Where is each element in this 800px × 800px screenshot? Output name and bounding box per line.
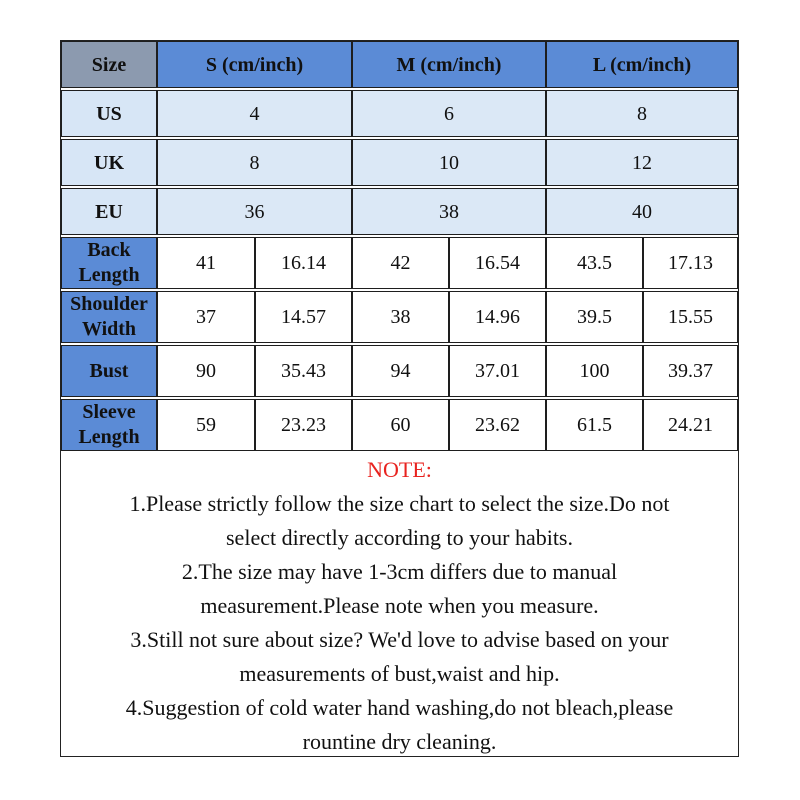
bust-m-inch: 37.01 bbox=[449, 345, 546, 397]
us-size-s: 4 bbox=[157, 90, 352, 137]
back-length-s-cm: 41 bbox=[157, 237, 255, 289]
note-line: rountine dry cleaning. bbox=[302, 729, 497, 754]
back-length-m-cm: 42 bbox=[352, 237, 449, 289]
row-label-sleeve-length: Sleeve Length bbox=[61, 399, 157, 451]
shoulder-width-m-cm: 38 bbox=[352, 291, 449, 343]
header-size-s: S (cm/inch) bbox=[157, 41, 352, 88]
uk-size-l: 12 bbox=[546, 139, 738, 186]
row-label-shoulder-width: Shoulder Width bbox=[61, 291, 157, 343]
uk-size-s: 8 bbox=[157, 139, 352, 186]
row-label-uk: UK bbox=[61, 139, 157, 186]
note-line: select directly according to your habits. bbox=[226, 525, 573, 550]
shoulder-width-l-cm: 39.5 bbox=[546, 291, 643, 343]
header-size-l: L (cm/inch) bbox=[546, 41, 738, 88]
back-length-m-inch: 16.54 bbox=[449, 237, 546, 289]
note-line: measurement.Please note when you measure. bbox=[200, 593, 599, 618]
row-label-bust: Bust bbox=[61, 345, 157, 397]
note-line: 4.Suggestion of cold water hand washing,do not bleach,please bbox=[125, 695, 674, 720]
size-chart bbox=[60, 40, 739, 757]
bust-s-cm: 90 bbox=[157, 345, 255, 397]
back-length-s-inch: 16.14 bbox=[255, 237, 352, 289]
eu-size-s: 36 bbox=[157, 188, 352, 235]
eu-size-m: 38 bbox=[352, 188, 546, 235]
bust-m-cm: 94 bbox=[352, 345, 449, 397]
note-line: 1.Please strictly follow the size chart to select the size.Do not bbox=[129, 491, 670, 516]
us-size-m: 6 bbox=[352, 90, 546, 137]
us-size-l: 8 bbox=[546, 90, 738, 137]
note-line: 2.The size may have 1-3cm differs due to manual bbox=[181, 559, 618, 584]
header-corner: Size bbox=[61, 41, 157, 88]
note-title: NOTE: bbox=[367, 457, 432, 482]
bust-l-cm: 100 bbox=[546, 345, 643, 397]
row-label-us: US bbox=[61, 90, 157, 137]
sleeve-length-s-inch: 23.23 bbox=[255, 399, 352, 451]
shoulder-width-l-inch: 15.55 bbox=[643, 291, 738, 343]
note-line: 3.Still not sure about size? We'd love to advise based on your bbox=[130, 627, 669, 652]
note-line: measurements of bust,waist and hip. bbox=[239, 661, 560, 686]
sleeve-length-s-cm: 59 bbox=[157, 399, 255, 451]
back-length-l-cm: 43.5 bbox=[546, 237, 643, 289]
uk-size-m: 10 bbox=[352, 139, 546, 186]
sleeve-length-l-cm: 61.5 bbox=[546, 399, 643, 451]
sleeve-length-m-cm: 60 bbox=[352, 399, 449, 451]
row-label-back-length: Back Length bbox=[61, 237, 157, 289]
sleeve-length-m-inch: 23.62 bbox=[449, 399, 546, 451]
sleeve-length-l-inch: 24.21 bbox=[643, 399, 738, 451]
shoulder-width-s-cm: 37 bbox=[157, 291, 255, 343]
row-label-eu: EU bbox=[61, 188, 157, 235]
size-table bbox=[61, 41, 738, 451]
bust-s-inch: 35.43 bbox=[255, 345, 352, 397]
shoulder-width-s-inch: 14.57 bbox=[255, 291, 352, 343]
note-section bbox=[61, 453, 738, 759]
shoulder-width-m-inch: 14.96 bbox=[449, 291, 546, 343]
bust-l-inch: 39.37 bbox=[643, 345, 738, 397]
back-length-l-inch: 17.13 bbox=[643, 237, 738, 289]
header-size-m: M (cm/inch) bbox=[352, 41, 546, 88]
eu-size-l: 40 bbox=[546, 188, 738, 235]
